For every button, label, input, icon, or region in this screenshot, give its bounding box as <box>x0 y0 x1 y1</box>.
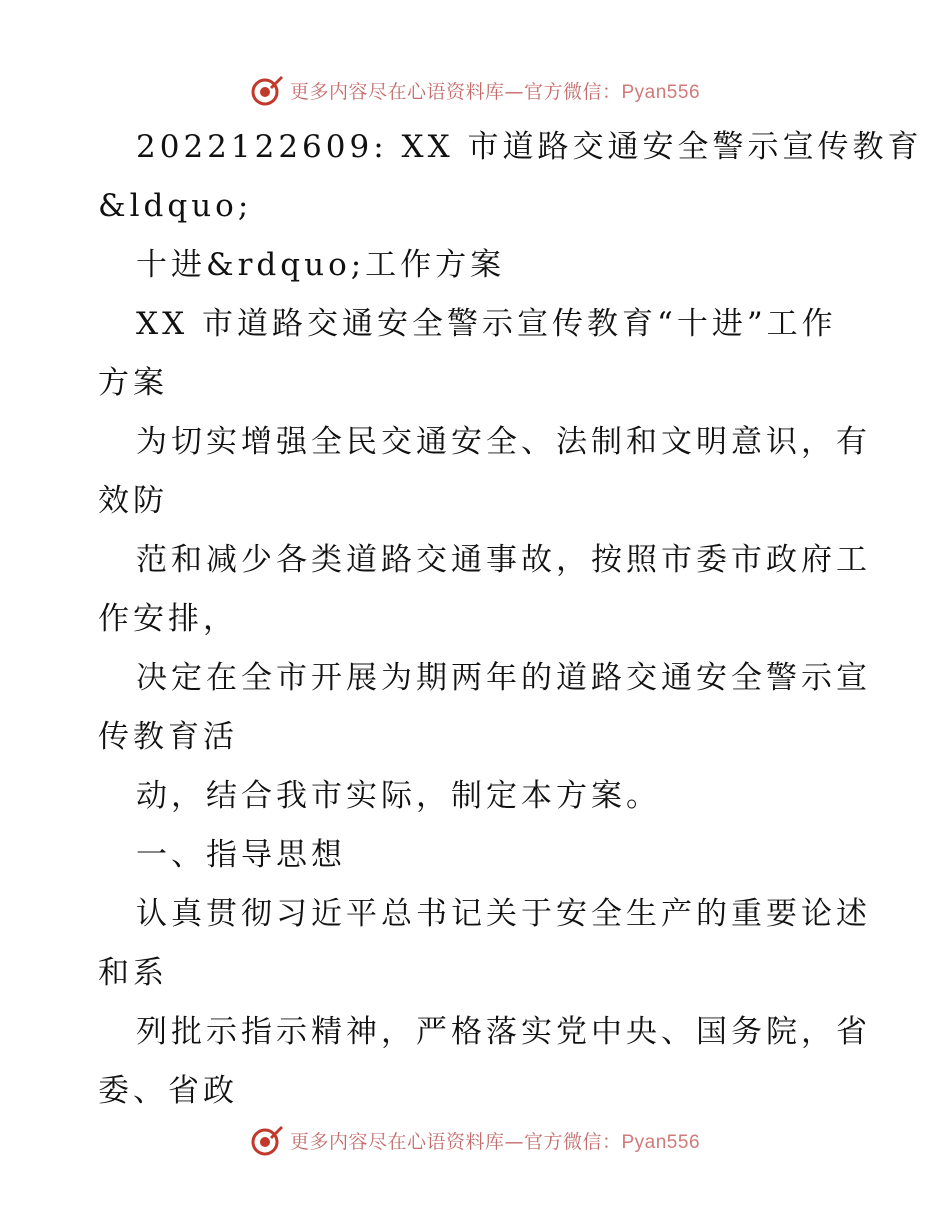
watermark-text: 更多内容尽在心语资料库—官方微信：Pyan556 <box>289 80 701 103</box>
pen-nib-logo-icon <box>250 73 284 107</box>
text-line: XX 市道路交通安全警示宣传教育“十进”工作 <box>136 306 837 342</box>
watermark-text: 更多内容尽在心语资料库—官方微信：Pyan556 <box>289 1130 701 1153</box>
text-line: 委、省政 <box>98 1073 238 1109</box>
text-line: 决定在全市开展为期两年的道路交通安全警示宣 <box>136 660 871 696</box>
text-line: 作安排， <box>98 601 238 637</box>
text-line: 为切实增强全民交通安全、法制和文明意识，有 <box>136 424 871 460</box>
text-line: 列批示指示精神，严格落实党中央、国务院，省 <box>136 1014 871 1050</box>
footer-watermark-banner <box>0 1118 950 1162</box>
text-line: 一、指导思想 <box>136 837 346 873</box>
text-line: &ldquo; <box>98 188 253 224</box>
text-line: 和系 <box>98 955 168 991</box>
text-line: 2022122609: XX 市道路交通安全警示宣传教育 <box>136 129 923 165</box>
text-line: 效防 <box>98 483 168 519</box>
text-line: 认真贯彻习近平总书记关于安全生产的重要论述 <box>136 896 871 932</box>
text-line: 范和减少各类道路交通事故，按照市委市政府工 <box>136 542 871 578</box>
text-line: 动，结合我市实际，制定本方案。 <box>136 778 661 814</box>
pen-nib-logo-icon <box>250 1123 284 1157</box>
text-line: 方案 <box>98 365 168 401</box>
header-watermark-banner <box>0 68 950 112</box>
document-body <box>98 118 923 1121</box>
text-line: 传教育活 <box>98 719 238 755</box>
text-line: 十进&rdquo;工作方案 <box>136 247 506 283</box>
